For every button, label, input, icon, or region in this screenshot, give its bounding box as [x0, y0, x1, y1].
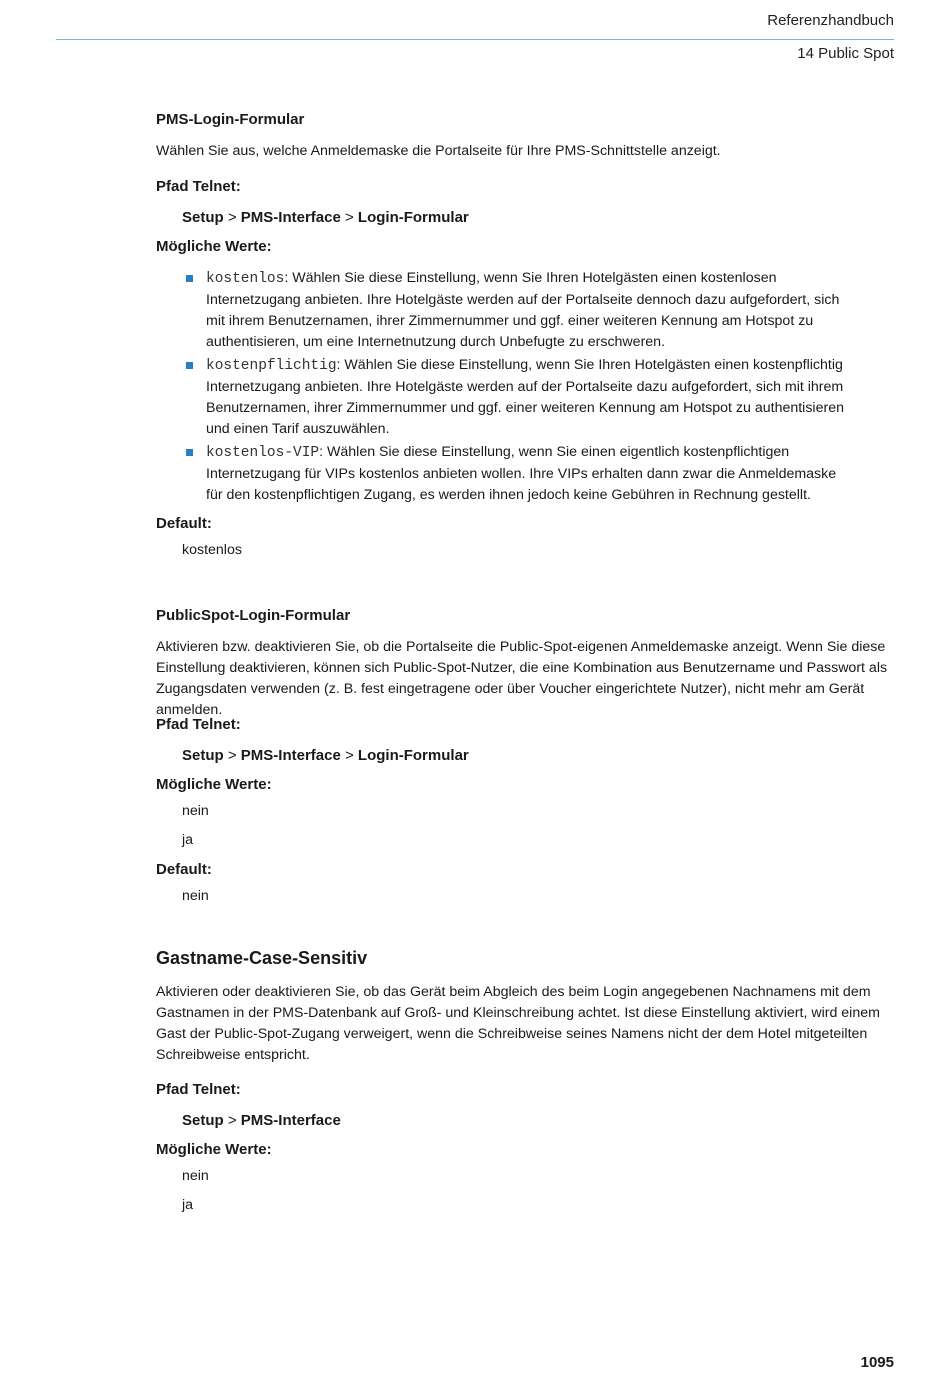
page-number: 1095 [860, 1354, 894, 1371]
list-item [186, 442, 856, 506]
path-label: Pfad Telnet: [156, 1081, 241, 1098]
path-separator: > [344, 747, 354, 764]
value-item: ja [182, 1197, 194, 1213]
value-code: kostenlos-VIP [206, 445, 320, 461]
path-separator: > [227, 209, 237, 226]
path-segment: Setup [182, 1112, 224, 1129]
section-description: Wählen Sie aus, welche Anmeldemaske die Portalseite für Ihre PMS-Schnittstelle anzeigt. [156, 143, 721, 159]
path-segment: Login-Formular [357, 209, 469, 226]
value-code: kostenlos [206, 271, 285, 287]
values-label: Mögliche Werte: [156, 1141, 272, 1158]
path-segment: PMS-Interface [240, 747, 341, 764]
value-item: nein [182, 803, 209, 819]
running-header-title: Referenzhandbuch [767, 12, 894, 29]
default-value: nein [182, 888, 209, 904]
value-code: kostenpflichtig [206, 358, 337, 374]
bullet-icon [186, 449, 193, 456]
path-segment: Login-Formular [357, 747, 469, 764]
values-label: Mögliche Werte: [156, 238, 272, 255]
path-segment: Setup [182, 209, 224, 226]
value-description: : Wählen Sie diese Einstellung, wenn Sie einen eigentlich kostenpflichtigen Internetzugang für VIPs kostenlos anbieten wollen. Ihre VIPs erhalten dann zwar die Anmeldemaske für den kostenpflichtigen Zugang, es werden ihnen jedoch keine Gebühren in Rechnung gestellt. [206, 444, 837, 503]
default-label: Default: [156, 515, 212, 532]
telnet-path [182, 209, 469, 226]
section-description: Aktivieren bzw. deaktivieren Sie, ob die Portalseite die Public-Spot-eigenen Anmeldemaske anzeigt. Wenn Sie diese Einstellung deaktivieren, können sich Public-Spot-Nutzer, die eine Kombination aus Benutzername und Passwort als Zugangsdaten verwenden (z. B. fest eingetragene oder über Voucher eingerichtete Nutzer), nicht mehr am Gerät anmelden. [156, 639, 888, 718]
path-segment: PMS-Interface [240, 209, 341, 226]
value-description: : Wählen Sie diese Einstellung, wenn Sie Ihren Hotelgästen einen kostenlosen Internetzugang anbieten. Ihre Hotelgäste werden auf der Portalseite dennoch dazu aufgefordert, sich mit ihrem Benutzernamen, ihrer Zimmernummer und ggf. einer weiteren Kennung am Hotspot zu authentisieren, um eine Internetnutzung durch Unbefugte zu erschweren. [206, 270, 840, 350]
default-value: kostenlos [182, 542, 242, 558]
list-item [186, 268, 856, 353]
bullet-icon [186, 275, 193, 282]
section-heading-publicspot-login: PublicSpot-Login-Formular [156, 607, 351, 624]
telnet-path [182, 747, 469, 764]
values-label: Mögliche Werte: [156, 776, 272, 793]
path-segment: Setup [182, 747, 224, 764]
value-item: nein [182, 1168, 209, 1184]
value-item: ja [182, 832, 194, 848]
value-description: : Wählen Sie diese Einstellung, wenn Sie Ihren Hotelgästen einen kostenpflichtig Internetzugang anbieten. Ihre Hotelgäste werden auf der Portalseite dazu aufgefordert, sich mit ihrem Benutzernamen, ihrer Zimmernummer und ggf. einer weiteren Kennung am Hotspot zu authentisieren und einen Tarif auszuwählen. [206, 357, 844, 437]
path-separator: > [227, 747, 237, 764]
default-label: Default: [156, 861, 212, 878]
bullet-icon [186, 362, 193, 369]
telnet-path [182, 1112, 341, 1129]
path-separator: > [344, 209, 354, 226]
list-item [186, 355, 856, 440]
path-separator: > [227, 1112, 237, 1129]
running-header-chapter: 14 Public Spot [797, 45, 894, 62]
section-heading-gastname: Gastname-Case-Sensitiv [156, 948, 368, 968]
values-list [186, 268, 856, 508]
path-label: Pfad Telnet: [156, 716, 241, 733]
section-heading-pms-login: PMS-Login-Formular [156, 111, 305, 128]
path-label: Pfad Telnet: [156, 178, 241, 195]
path-segment: PMS-Interface [240, 1112, 341, 1129]
header-rule [56, 39, 894, 40]
section-description: Aktivieren oder deaktivieren Sie, ob das Gerät beim Abgleich des beim Login angegebenen Nachnamens mit dem Gastnamen in der PMS-Datenbank auf Groß- und Kleinschreibung achtet. Ist diese Einstellung aktiviert, wird einem Gast der Public-Spot-Zugang verweigert, wenn die Schreibweise seines Namens nicht der dem Hotel mitgeteilten Schreibweise entspricht. [156, 984, 880, 1063]
